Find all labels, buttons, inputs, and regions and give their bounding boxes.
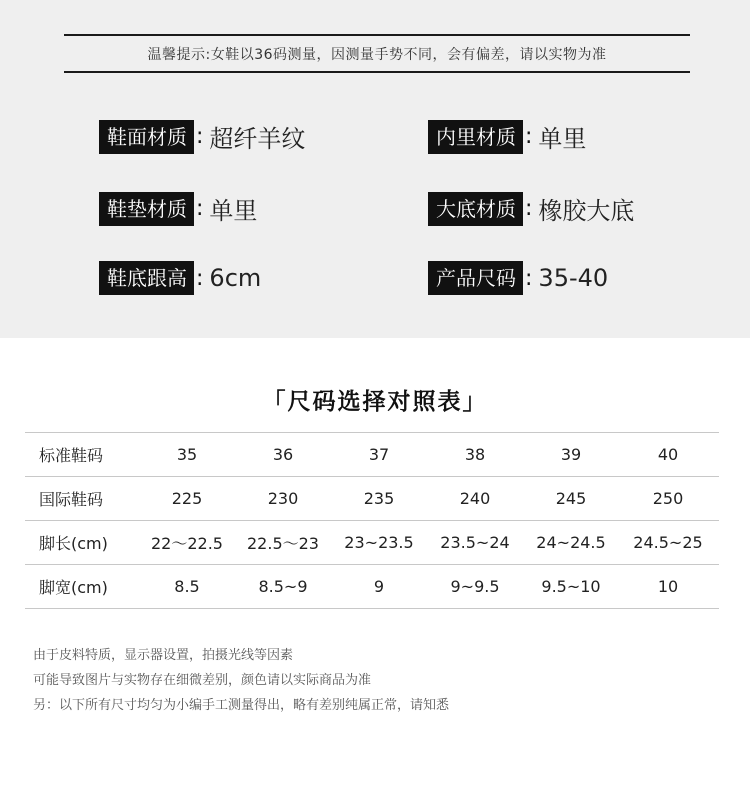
- table-row: [25, 521, 719, 565]
- notice-text: 温馨提示:女鞋以36码测量，因测量手势不同，会有偏差，请以实物为准: [147, 46, 607, 63]
- spec-insole-material: [99, 191, 257, 226]
- table-cell: 9.5~10: [541, 577, 601, 596]
- spec-label: 内里材质: [428, 120, 523, 154]
- spec-value: 橡胶大底: [538, 197, 635, 225]
- table-cell: 36: [272, 445, 294, 464]
- table-cell: 8.5: [174, 577, 200, 596]
- row-header: 脚长(cm): [39, 534, 108, 553]
- table-cell: 37: [368, 445, 390, 464]
- table-cell: 38: [464, 445, 486, 464]
- table-cell: 10: [657, 577, 679, 596]
- table-cell: 23.5~24: [440, 533, 510, 552]
- table-cell: 240: [459, 489, 491, 508]
- table-cell: 235: [363, 489, 395, 508]
- row-header: 标准鞋码: [39, 446, 104, 465]
- table-cell: 23~23.5: [344, 533, 414, 552]
- spec-value: 单里: [538, 125, 587, 153]
- note-line: 另：以下所有尺寸均匀为小编手工测量得出，略有差别纯属正常，请知悉: [33, 698, 450, 713]
- table-cell: 22.5～23: [247, 534, 319, 553]
- note-line: 由于皮料特质，显示器设置，拍摄光线等因素: [33, 648, 294, 663]
- spec-colon: :: [196, 265, 204, 291]
- table-cell: 40: [657, 445, 679, 464]
- notice-banner: [64, 34, 690, 73]
- table-row: [25, 565, 719, 609]
- spec-heel-height: [99, 261, 261, 295]
- spec-value: 超纤羊纹: [209, 125, 306, 153]
- table-cell: 24.5~25: [633, 533, 703, 552]
- table-cell: 9~9.5: [450, 577, 500, 596]
- spec-colon: :: [525, 265, 533, 291]
- spec-label: 鞋垫材质: [99, 192, 194, 226]
- spec-colon: :: [525, 196, 533, 221]
- spec-size-range: [428, 261, 608, 295]
- table-cell: 35: [176, 445, 198, 464]
- table-cell: 230: [267, 489, 299, 508]
- disclaimer-notes: [33, 643, 449, 718]
- spec-section: [0, 0, 750, 338]
- spec-value: 单里: [209, 197, 258, 225]
- spec-label: 鞋底跟高: [99, 261, 194, 295]
- spec-value: 6cm: [209, 264, 262, 292]
- spec-label: 产品尺码: [428, 261, 523, 295]
- row-header: 国际鞋码: [39, 490, 104, 509]
- spec-label: 大底材质: [428, 192, 523, 226]
- table-cell: 225: [171, 489, 203, 508]
- note-line: 可能导致图片与实物存在细微差别，颜色请以实际商品为准: [33, 673, 372, 688]
- table-cell: 22～22.5: [151, 534, 223, 553]
- spec-colon: :: [196, 196, 204, 221]
- table-cell: 245: [555, 489, 587, 508]
- spec-label: 鞋面材质: [99, 120, 194, 154]
- table-row: [25, 477, 719, 521]
- size-chart-table: [25, 432, 719, 609]
- spec-sole-material: [428, 191, 634, 226]
- spec-upper-material: [99, 119, 305, 154]
- table-cell: 39: [560, 445, 582, 464]
- table-cell: 8.5~9: [258, 577, 308, 596]
- table-cell: 24~24.5: [536, 533, 606, 552]
- table-cell: 250: [652, 489, 684, 508]
- spec-colon: :: [196, 124, 204, 149]
- table-cell: 9: [373, 577, 385, 596]
- spec-lining-material: [428, 119, 586, 154]
- table-row: [25, 433, 719, 477]
- spec-value: 35-40: [538, 264, 609, 292]
- size-table-title: 「尺码选择对照表」: [262, 389, 488, 415]
- row-header: 脚宽(cm): [39, 578, 108, 597]
- spec-colon: :: [525, 124, 533, 149]
